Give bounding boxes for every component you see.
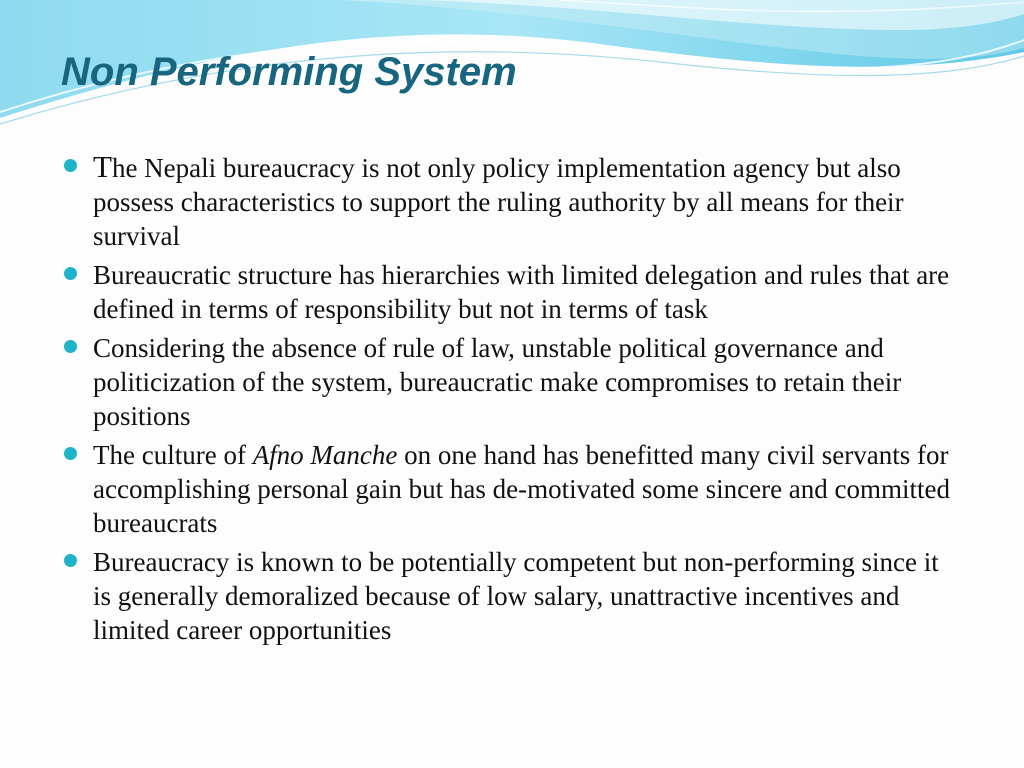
bullet-item: [62, 258, 962, 326]
bullet-dot-icon: [64, 267, 77, 280]
bullet-dot-icon: [64, 447, 77, 460]
bullet-text: he Nepali bureaucracy is not only policy implementation agency but also possess characteristics to support the ruling authority by all means for their survival: [93, 153, 904, 251]
bullet-text: Bureaucracy is known to be potentially competent but non-performing since it is generally demoralized because of low salary, unattractive incentives and limited career opportunities: [93, 547, 939, 645]
bullet-item: [62, 438, 962, 540]
bullet-text: Considering the absence of rule of law, unstable political governance and politicization of the system, bureaucratic make compromises to retain their positions: [93, 333, 902, 431]
bullet-dot-icon: [64, 340, 77, 353]
bullet-text-start: The culture of: [93, 440, 253, 470]
bullet-list: [62, 150, 962, 652]
bullet-dot-icon: [64, 554, 77, 567]
bullet-text-end: on one hand has benefitted many civil servants for accomplishing personal gain but has de-motivated some sincere and committed bureaucrats: [93, 440, 951, 538]
bullet-dot-icon: [64, 159, 77, 172]
slide-title: Non Performing System: [61, 50, 517, 94]
bullet-initial-letter: T: [93, 149, 112, 184]
bullet-item: [62, 150, 962, 253]
bullet-item: [62, 545, 962, 647]
bullet-text: Bureaucratic structure has hierarchies with limited delegation and rules that are defined in terms of responsibility but not in terms of task: [93, 260, 950, 324]
bullet-italic-term: Afno Manche: [252, 440, 398, 470]
bullet-item: [62, 331, 962, 433]
